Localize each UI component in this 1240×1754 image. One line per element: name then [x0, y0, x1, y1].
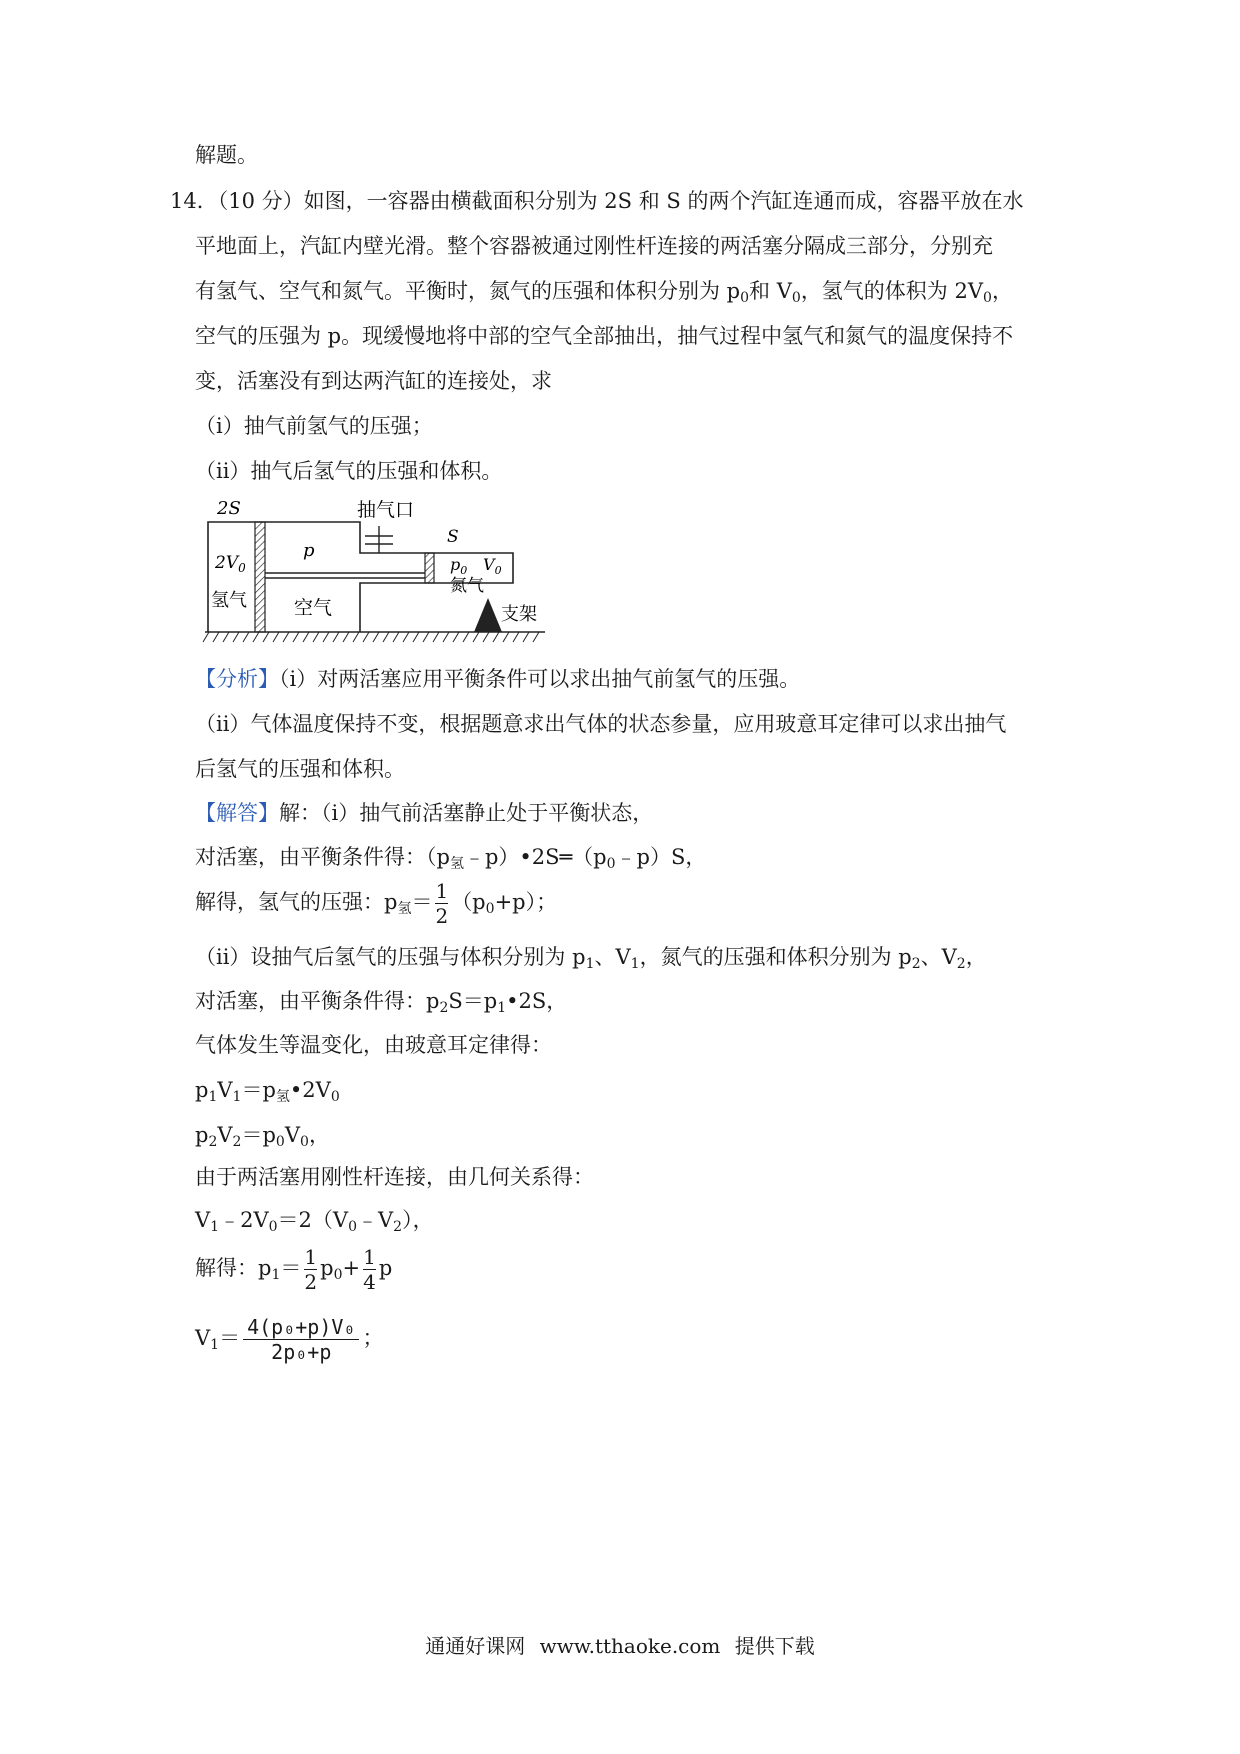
label-hydrogen: 氢气 [211, 590, 247, 611]
label-p: p [303, 540, 315, 561]
solution-line: 气体发生等温变化，由玻意耳定律得： [195, 1033, 552, 1057]
label-stand: 支架 [501, 604, 537, 625]
fraction: $\frac{1}{2}$ [304, 1245, 318, 1294]
label-s: S [447, 527, 459, 547]
footer-site-name: 通通好课网 [425, 1634, 526, 1658]
label-nitrogen: 氮气 [450, 576, 484, 596]
equation-line: $p_2V_2=p_0V_0$， [195, 1123, 330, 1150]
fraction: $\frac{1}{2}$ [435, 879, 449, 928]
analysis-tag: 【分析】 [195, 667, 279, 691]
problem-number-line: 14．（10 分）如图，一容器由横截面积分别为 2S 和 S 的两个汽缸连通而成，容器平放在水 [170, 189, 1024, 213]
label-air: 空气 [294, 597, 333, 619]
solution-line: 由于两活塞用刚性杆连接，由几何关系得： [195, 1165, 594, 1189]
equation-line: $p_1V_1=p_氢•2V_0$ [195, 1078, 340, 1105]
label-2v0: $2V_0$ [215, 553, 246, 575]
equation-line: 解得：$p_1=$ $\frac{1}{2}$ $p_0+$ $\frac{1}{4}$ p [195, 1245, 393, 1294]
cylinder-diagram [195, 490, 555, 650]
solution-line: 【解答】解：（i）抽气前活塞静止处于平衡状态， [195, 801, 654, 825]
support-stand [474, 598, 502, 632]
analysis-line: 【分析】（i）对两活塞应用平衡条件可以求出抽气前氢气的压强。 [195, 667, 801, 691]
fraction: $\frac{\text{4(p₀+p)V₀}}{\text{2p₀+p}}$ [243, 1315, 359, 1364]
footer-action: 提供下载 [734, 1634, 815, 1658]
equation-line: 解得，氢气的压强：$p_氢=$ $\frac{1}{2}$ $(p_0+p)$； [195, 879, 558, 928]
small-piston [425, 553, 434, 583]
analysis-line: 后氢气的压强和体积。 [195, 757, 405, 781]
fraction: $\frac{1}{4}$ [363, 1245, 376, 1294]
footer-url[interactable]: www.tthaoke.com [539, 1634, 721, 1658]
equation-line: 对活塞，由平衡条件得：$p_2S=p_1•2S$， [195, 989, 568, 1016]
solution-line: （ii）设抽气后氢气的压强与体积分别为 $p_1$、$V_1$，氮气的压强和体积分别为 $p_2$、$V_2$， [195, 945, 987, 972]
text-line: 解题。 [195, 143, 258, 167]
text-line: 有氢气、空气和氮气。平衡时，氮气的压强和体积分别为 $p_0$和 $V_0$，氢气的体积为 $2V_0$， [195, 279, 1013, 306]
label-p0: $p_0$ [450, 555, 468, 577]
text-line: 空气的压强为 p。现缓慢地将中部的空气全部抽出，抽气过程中氢气和氮气的温度保持不 [195, 324, 1014, 348]
equation-line: 对活塞，由平衡条件得：$(p_氢﹣p)•2S═(p_0﹣p)S$， [195, 845, 707, 872]
solution-tag: 【解答】 [195, 801, 279, 825]
label-v0: $V_0$ [483, 555, 502, 577]
analysis-line: （ii）气体温度保持不变，根据题意求出气体的状态参量，应用玻意耳定律可以求出抽气 [195, 712, 1007, 736]
equation-line: $V_1﹣2V_0=2(V_0﹣V_2)$， [195, 1208, 434, 1235]
text-line: 变，活塞没有到达两汽缸的连接处，求 [195, 369, 552, 393]
label-2s: 2S [217, 498, 241, 519]
page-footer [0, 1630, 1240, 1659]
ground-hatch [203, 632, 539, 642]
large-piston [255, 522, 265, 632]
question-i: （i）抽气前氢气的压强； [195, 414, 433, 438]
label-pump-port: 抽气口 [357, 499, 415, 521]
question-ii: （ii）抽气后氢气的压强和体积。 [195, 459, 503, 483]
equation-line: $V_1=$ $\frac{\text{4(p₀+p)V₀}}{\text{2p₀+p}}$ ； [195, 1315, 384, 1364]
text-line: 平地面上，汽缸内壁光滑。整个容器被通过刚性杆连接的两活塞分隔成三部分，分别充 [195, 234, 993, 258]
